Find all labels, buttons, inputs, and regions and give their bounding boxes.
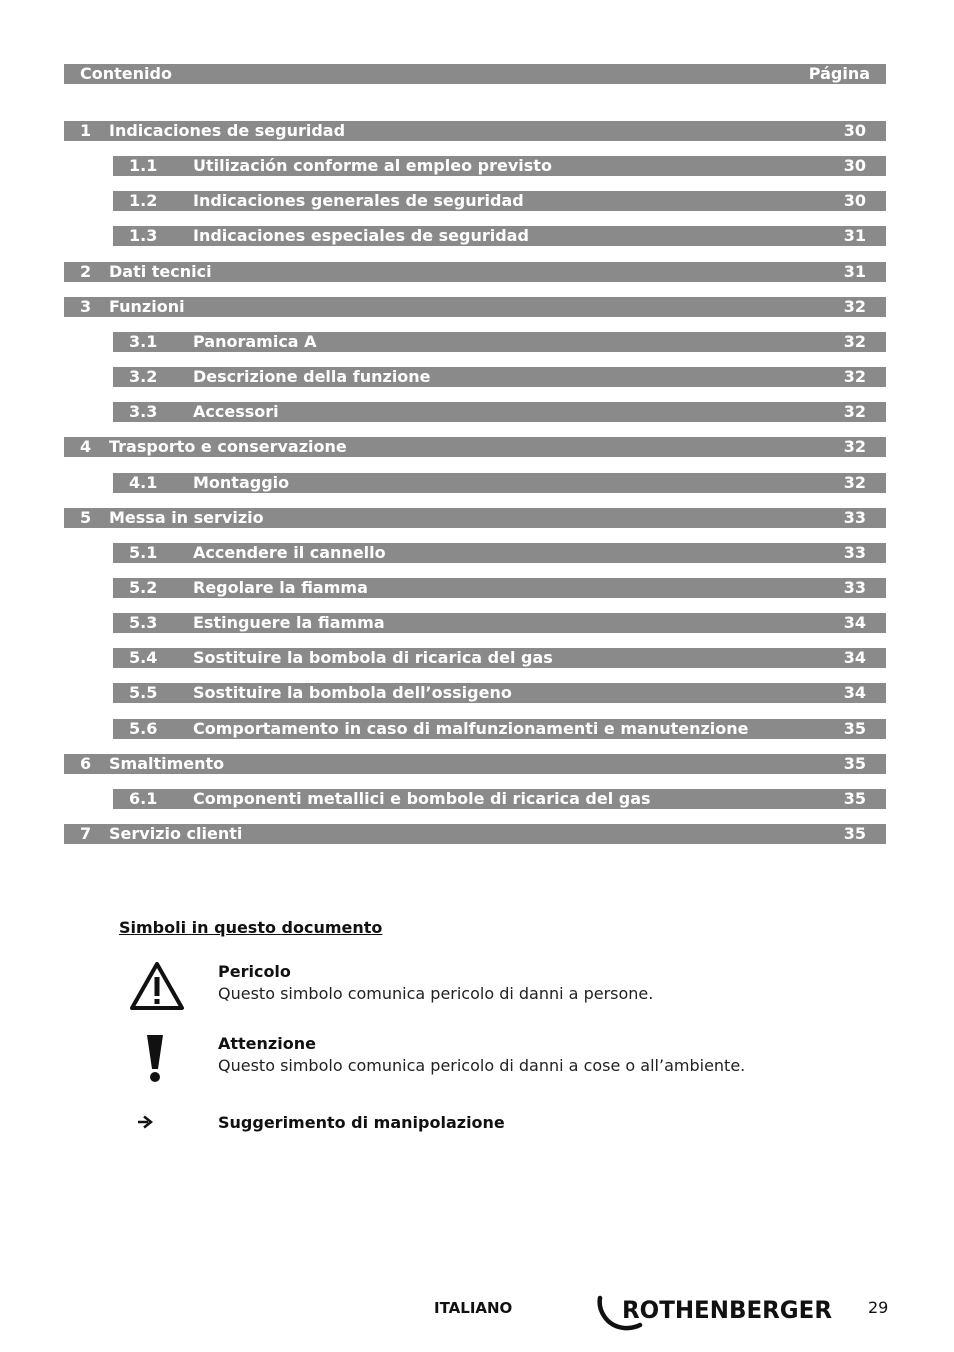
toc-entry-number: 7 bbox=[80, 824, 92, 843]
toc-entry-page: 30 bbox=[843, 121, 866, 140]
toc-entry[interactable] bbox=[113, 367, 886, 387]
toc-entry-page: 32 bbox=[843, 402, 866, 421]
rothenberger-logo bbox=[596, 1294, 836, 1332]
toc-entry-number: 3.1 bbox=[129, 332, 158, 351]
toc-entry-number: 5.4 bbox=[129, 648, 158, 667]
toc-entry-page: 31 bbox=[843, 262, 866, 281]
toc-entry-title: Montaggio bbox=[193, 473, 290, 492]
toc-entry[interactable] bbox=[64, 262, 886, 282]
toc-entry-page: 32 bbox=[843, 437, 866, 456]
toc-entry-number: 1.3 bbox=[129, 226, 158, 245]
toc-entry-page: 32 bbox=[843, 367, 866, 386]
toc-entry-title: Utilización conforme al empleo previsto bbox=[193, 156, 552, 175]
toc-header bbox=[64, 64, 886, 84]
toc-entry-title: Indicaciones especiales de seguridad bbox=[193, 226, 529, 245]
toc-entry-number: 2 bbox=[80, 262, 92, 281]
toc-header-page: Página bbox=[808, 64, 870, 83]
toc-entry-title: Regolare la fiamma bbox=[193, 578, 368, 597]
tip-title: Suggerimento di manipolazione bbox=[218, 1113, 505, 1132]
toc-entry[interactable] bbox=[113, 719, 886, 739]
toc-entry-title: Componenti metallici e bombole di ricarica del gas bbox=[193, 789, 651, 808]
toc-entry-title: Accendere il cannello bbox=[193, 543, 386, 562]
toc-entry-page: 35 bbox=[843, 719, 866, 738]
toc-entry-number: 1.1 bbox=[129, 156, 158, 175]
toc-entry-page: 35 bbox=[843, 754, 866, 773]
toc-entry-page: 34 bbox=[843, 613, 866, 632]
toc-entry-number: 5.5 bbox=[129, 683, 158, 702]
toc-entry-title: Descrizione della funzione bbox=[193, 367, 431, 386]
toc-entry-title: Accessori bbox=[193, 402, 279, 421]
toc-entry-page: 30 bbox=[843, 156, 866, 175]
toc-entry-title: Servizio clienti bbox=[109, 824, 243, 843]
toc-entry-number: 5.1 bbox=[129, 543, 158, 562]
toc-entry[interactable] bbox=[64, 437, 886, 457]
caution-description: Questo simbolo comunica pericolo di danni a cose o all’ambiente. bbox=[218, 1056, 746, 1075]
toc-entry-title: Dati tecnici bbox=[109, 262, 212, 281]
toc-entry-page: 34 bbox=[843, 648, 866, 667]
toc-entry-number: 4 bbox=[80, 437, 92, 456]
toc-entry-page: 30 bbox=[843, 191, 866, 210]
toc-entry-title: Smaltimento bbox=[109, 754, 225, 773]
toc-entry-title: Estinguere la fiamma bbox=[193, 613, 385, 632]
toc-entry[interactable] bbox=[113, 543, 886, 563]
toc-entry-title: Trasporto e conservazione bbox=[109, 437, 347, 456]
toc-entry-title: Sostituire la bombola di ricarica del gas bbox=[193, 648, 553, 667]
toc-entry-number: 6.1 bbox=[129, 789, 158, 808]
brand-name: ROTHENBERGER bbox=[622, 1296, 832, 1324]
toc-entry[interactable] bbox=[113, 402, 886, 422]
toc-entry[interactable] bbox=[113, 226, 886, 246]
toc-entry-title: Comportamento in caso di malfunzionamenti e manutenzione bbox=[193, 719, 749, 738]
page-number: 29 bbox=[868, 1298, 889, 1317]
toc-entry-number: 3.3 bbox=[129, 402, 158, 421]
toc-entry-number: 3.2 bbox=[129, 367, 158, 386]
toc-entry[interactable] bbox=[64, 754, 886, 774]
toc-entry-number: 4.1 bbox=[129, 473, 158, 492]
toc-entry-title: Sostituire la bombola dell’ossigeno bbox=[193, 683, 512, 702]
toc-entry-page: 35 bbox=[843, 824, 866, 843]
toc-entry[interactable] bbox=[113, 578, 886, 598]
toc-entry-title: Panoramica A bbox=[193, 332, 317, 351]
danger-description: Questo simbolo comunica pericolo di danni a persone. bbox=[218, 984, 654, 1003]
toc-entry[interactable] bbox=[113, 191, 886, 211]
warning-triangle-icon bbox=[128, 960, 186, 1012]
toc-entry[interactable] bbox=[113, 332, 886, 352]
toc-entry-page: 33 bbox=[843, 578, 866, 597]
toc-entry-page: 32 bbox=[843, 332, 866, 351]
toc-entry-page: 32 bbox=[843, 297, 866, 316]
exclamation-icon bbox=[144, 1033, 166, 1083]
toc-entry[interactable] bbox=[113, 683, 886, 703]
toc-entry[interactable] bbox=[113, 789, 886, 809]
toc-entry-page: 31 bbox=[843, 226, 866, 245]
toc-entry[interactable] bbox=[64, 297, 886, 317]
symbols-heading: Simboli in questo documento bbox=[119, 918, 383, 937]
toc-entry[interactable] bbox=[113, 156, 886, 176]
toc-entry-page: 33 bbox=[843, 508, 866, 527]
toc-entry[interactable] bbox=[113, 473, 886, 493]
caution-title: Attenzione bbox=[218, 1034, 316, 1053]
toc-entry-number: 1 bbox=[80, 121, 92, 140]
toc-entry-page: 35 bbox=[843, 789, 866, 808]
toc-entry-page: 32 bbox=[843, 473, 866, 492]
toc-entry-number: 3 bbox=[80, 297, 92, 316]
toc-entry-number: 5.2 bbox=[129, 578, 158, 597]
toc-entry[interactable] bbox=[64, 824, 886, 844]
footer-language: ITALIANO bbox=[434, 1299, 513, 1317]
toc-header-title: Contenido bbox=[80, 64, 172, 83]
toc-entry-title: Indicaciones generales de seguridad bbox=[193, 191, 524, 210]
toc-entry[interactable] bbox=[64, 508, 886, 528]
toc-entry-page: 34 bbox=[843, 683, 866, 702]
toc-entry-title: Messa in servizio bbox=[109, 508, 264, 527]
toc-entry-title: Funzioni bbox=[109, 297, 185, 316]
toc-entry-number: 5.3 bbox=[129, 613, 158, 632]
toc-entry-number: 1.2 bbox=[129, 191, 158, 210]
danger-title: Pericolo bbox=[218, 962, 291, 981]
toc-entry-number: 5.6 bbox=[129, 719, 158, 738]
arrow-right-icon bbox=[137, 1115, 153, 1129]
toc-entry-page: 33 bbox=[843, 543, 866, 562]
toc-entry[interactable] bbox=[64, 121, 886, 141]
toc-entry-title: Indicaciones de seguridad bbox=[109, 121, 346, 140]
toc-entry[interactable] bbox=[113, 613, 886, 633]
toc-entry[interactable] bbox=[113, 648, 886, 668]
toc-entry-number: 6 bbox=[80, 754, 92, 773]
toc-entry-number: 5 bbox=[80, 508, 92, 527]
